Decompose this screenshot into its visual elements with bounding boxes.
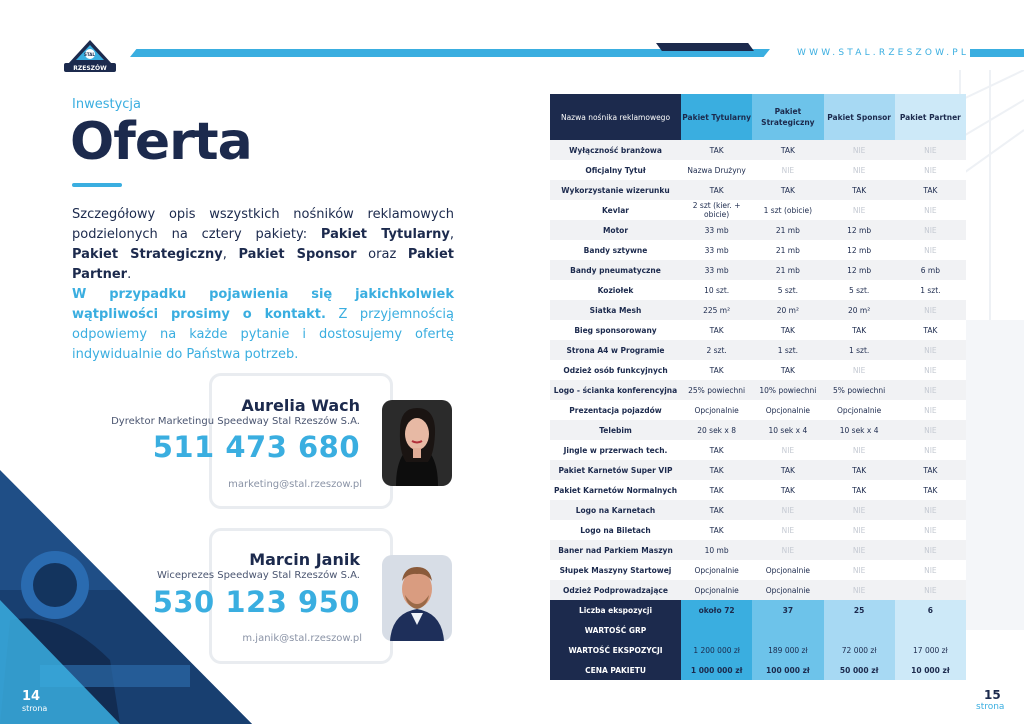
table-cell: 1 szt. — [752, 340, 823, 360]
page-label-right: strona — [976, 702, 1005, 712]
column-header: Nazwa nośnika reklamowego — [550, 94, 681, 140]
row-label: Motor — [550, 220, 681, 240]
row-label: Słupek Maszyny Startowej — [550, 560, 681, 580]
page-label-left: strona — [22, 704, 48, 713]
table-row — [550, 460, 966, 480]
table-cell: 1 szt. — [895, 280, 966, 300]
table-cell: 25% powiechni — [681, 380, 752, 400]
table-cell: 5% powiechni — [824, 380, 895, 400]
table-cell: NIE — [895, 360, 966, 380]
table-row — [550, 340, 966, 360]
table-cell: TAK — [681, 500, 752, 520]
table-cell: Nazwa Drużyny — [681, 160, 752, 180]
row-label: Bandy sztywne — [550, 240, 681, 260]
table-cell: TAK — [752, 460, 823, 480]
contact-role: Wiceprezes Speedway Stal Rzeszów S.A. — [156, 570, 360, 581]
summary-row — [550, 600, 966, 620]
table-cell: NIE — [895, 420, 966, 440]
column-header: Pakiet Tytularny — [681, 94, 752, 140]
summary-cell: 72 000 zł — [824, 640, 895, 660]
table-cell: TAK — [681, 520, 752, 540]
table-cell: NIE — [895, 140, 966, 160]
table-cell: 21 mb — [752, 220, 823, 240]
title-underline — [72, 183, 122, 187]
summary-cell — [681, 620, 752, 640]
row-label: Baner nad Parkiem Maszyn — [550, 540, 681, 560]
table-cell: Opcjonalnie — [824, 400, 895, 420]
page-number-right: 15 — [984, 688, 1001, 702]
table-cell: NIE — [895, 220, 966, 240]
table-cell: NIE — [752, 160, 823, 180]
website-url[interactable]: WWW.STAL.RZESZOW.PL — [797, 48, 970, 58]
logo-city: RZESZÓW — [73, 65, 107, 72]
summary-label: Liczba ekspozycji — [550, 600, 681, 620]
contact-photo — [382, 400, 452, 486]
row-label: Oficjalny Tytuł — [550, 160, 681, 180]
table-cell: 10 mb — [681, 540, 752, 560]
table-cell: 10 szt. — [681, 280, 752, 300]
row-label: Pakiet Karnetów Super VIP — [550, 460, 681, 480]
table-cell: TAK — [681, 460, 752, 480]
table-cell: NIE — [895, 240, 966, 260]
contact-name: Marcin Janik — [249, 550, 360, 569]
table-row — [550, 160, 966, 180]
table-row — [550, 420, 966, 440]
table-cell: NIE — [752, 520, 823, 540]
package-name: Pakiet Partner — [72, 247, 455, 282]
table-cell: TAK — [824, 180, 895, 200]
table-row — [550, 540, 966, 560]
row-label: Wyłączność branżowa — [550, 140, 681, 160]
table-row — [550, 520, 966, 540]
summary-cell: 1 200 000 zł — [681, 640, 752, 660]
row-label: Kevlar — [550, 200, 681, 220]
table-row — [550, 180, 966, 200]
header-stripe-right — [970, 49, 1024, 57]
table-cell: 10 sek x 4 — [824, 420, 895, 440]
table-row — [550, 320, 966, 340]
table-cell: NIE — [824, 140, 895, 160]
summary-cell — [752, 620, 823, 640]
table-cell: NIE — [824, 200, 895, 220]
summary-cell: 189 000 zł — [752, 640, 823, 660]
table-cell: 10% powiechni — [752, 380, 823, 400]
table-row — [550, 140, 966, 160]
contact-phone[interactable]: 511 473 680 — [152, 430, 360, 464]
summary-cell: 6 — [895, 600, 966, 620]
table-cell: TAK — [681, 180, 752, 200]
table-row — [550, 500, 966, 520]
summary-label: WARTOŚĆ GRP — [550, 620, 681, 640]
table-cell: NIE — [752, 540, 823, 560]
table-cell: 33 mb — [681, 240, 752, 260]
table-row — [550, 440, 966, 460]
table-cell: TAK — [895, 460, 966, 480]
table-cell: NIE — [824, 360, 895, 380]
table-cell: TAK — [824, 460, 895, 480]
table-cell: 5 szt. — [824, 280, 895, 300]
table-row — [550, 240, 966, 260]
table-cell: NIE — [895, 500, 966, 520]
table-cell: 12 mb — [824, 240, 895, 260]
table-cell: TAK — [752, 180, 823, 200]
table-cell: 21 mb — [752, 260, 823, 280]
row-label: Logo - ścianka konferencyjna — [550, 380, 681, 400]
row-label: Logo na Biletach — [550, 520, 681, 540]
table-cell: NIE — [824, 160, 895, 180]
table-cell: 225 m² — [681, 300, 752, 320]
summary-row — [550, 620, 966, 640]
table-cell: 12 mb — [824, 220, 895, 240]
contact-phone[interactable]: 530 123 950 — [152, 585, 360, 619]
summary-cell: 17 000 zł — [895, 640, 966, 660]
table-cell: Opcjonalnie — [681, 400, 752, 420]
table-cell: TAK — [895, 180, 966, 200]
table-cell: NIE — [895, 340, 966, 360]
package-name: Pakiet Tytularny — [320, 227, 450, 242]
summary-cell — [824, 620, 895, 640]
table-cell: NIE — [895, 300, 966, 320]
summary-cell: 100 000 zł — [752, 660, 823, 680]
table-cell: NIE — [895, 580, 966, 600]
row-label: Bandy pneumatyczne — [550, 260, 681, 280]
summary-row — [550, 660, 966, 680]
table-cell: 1 szt (obicie) — [752, 200, 823, 220]
table-row — [550, 280, 966, 300]
table-cell: 20 sek x 8 — [681, 420, 752, 440]
table-cell: TAK — [752, 140, 823, 160]
header-stripe-dark — [656, 43, 754, 51]
row-label: Siatka Mesh — [550, 300, 681, 320]
table-cell: NIE — [824, 440, 895, 460]
table-cell: NIE — [824, 580, 895, 600]
club-logo — [62, 36, 118, 74]
table-cell: 1 szt. — [824, 340, 895, 360]
table-row — [550, 380, 966, 400]
summary-cell — [895, 620, 966, 640]
row-label: Odzież Podprowadzające — [550, 580, 681, 600]
table-cell: TAK — [895, 480, 966, 500]
row-label: Pakiet Karnetów Normalnych — [550, 480, 681, 500]
table-cell: Opcjonalnie — [752, 580, 823, 600]
table-cell: NIE — [752, 440, 823, 460]
summary-cell: około 72 — [681, 600, 752, 620]
table-cell: NIE — [895, 520, 966, 540]
table-cell: NIE — [895, 200, 966, 220]
row-label: Wykorzystanie wizerunku — [550, 180, 681, 200]
section-kicker: Inwestycja — [72, 97, 141, 112]
table-cell: NIE — [895, 540, 966, 560]
contact-email[interactable]: m.janik@stal.rzeszow.pl — [242, 633, 362, 644]
table-cell: 10 sek x 4 — [752, 420, 823, 440]
table-cell: NIE — [895, 160, 966, 180]
table-cell: 33 mb — [681, 220, 752, 240]
table-cell: TAK — [752, 360, 823, 380]
table-cell: TAK — [824, 320, 895, 340]
table-cell: Opcjonalnie — [752, 560, 823, 580]
table-row — [550, 580, 966, 600]
package-name: Pakiet Sponsor — [238, 247, 357, 262]
column-header: Pakiet Partner — [895, 94, 966, 140]
table-cell: NIE — [895, 380, 966, 400]
table-cell: Opcjonalnie — [681, 580, 752, 600]
row-label: Logo na Karnetach — [550, 500, 681, 520]
row-label: Jingle w przerwach tech. — [550, 440, 681, 460]
table-cell: TAK — [681, 480, 752, 500]
summary-row — [550, 640, 966, 660]
table-row — [550, 560, 966, 580]
speedway-rider-artwork — [0, 470, 252, 724]
page-number-left: 14 — [22, 689, 41, 704]
table-cell: TAK — [681, 440, 752, 460]
table-cell: TAK — [895, 320, 966, 340]
table-cell: 33 mb — [681, 260, 752, 280]
summary-cell: 37 — [752, 600, 823, 620]
page-title: Oferta — [70, 112, 252, 172]
table-cell: NIE — [895, 400, 966, 420]
table-body — [550, 140, 966, 600]
row-label: Prezentacja pojazdów — [550, 400, 681, 420]
contact-name: Aurelia Wach — [241, 396, 360, 415]
contact-email[interactable]: marketing@stal.rzeszow.pl — [228, 479, 362, 490]
table-cell: 5 szt. — [752, 280, 823, 300]
table-cell: 20 m² — [752, 300, 823, 320]
table-cell: Opcjonalnie — [752, 400, 823, 420]
summary-cell: 50 000 zł — [824, 660, 895, 680]
row-label: Telebim — [550, 420, 681, 440]
column-header: Pakiet Strategiczny — [752, 94, 823, 140]
table-cell: 12 mb — [824, 260, 895, 280]
row-label: Odzież osób funkcyjnych — [550, 360, 681, 380]
table-cell: TAK — [681, 140, 752, 160]
summary-label: CENA PAKIETU — [550, 660, 681, 680]
summary-cell: 25 — [824, 600, 895, 620]
table-row — [550, 300, 966, 320]
table-cell: NIE — [895, 440, 966, 460]
table-cell: 6 mb — [895, 260, 966, 280]
table-cell: TAK — [681, 360, 752, 380]
table-cell: 2 szt (kier. + obicie) — [681, 200, 752, 220]
intro-paragraph: Szczegółowy opis wszystkich nośników reklamowych podzielonych na cztery pakiety: Pakiet Tytularny, Pakiet Strategiczny, Pakiet Sponsor oraz Pakiet Partner. — [72, 207, 455, 282]
table-cell: TAK — [824, 480, 895, 500]
table-cell: TAK — [752, 320, 823, 340]
package-name: Pakiet Strategiczny — [72, 247, 223, 262]
table-summary — [550, 600, 966, 680]
table-cell: NIE — [824, 540, 895, 560]
table-row — [550, 400, 966, 420]
table-cell: NIE — [895, 560, 966, 580]
table-cell: NIE — [824, 560, 895, 580]
table-cell: TAK — [752, 480, 823, 500]
table-row — [550, 480, 966, 500]
table-cell: 21 mb — [752, 240, 823, 260]
column-header: Pakiet Sponsor — [824, 94, 895, 140]
row-label: Strona A4 w Programie — [550, 340, 681, 360]
contact-photo — [382, 555, 452, 641]
table-cell: NIE — [824, 500, 895, 520]
offer-table — [550, 94, 966, 680]
logo-text: STAL — [84, 52, 95, 57]
row-label: Bieg sponsorowany — [550, 320, 681, 340]
table-cell: NIE — [824, 520, 895, 540]
summary-label: WARTOŚĆ EKSPOZYCJI — [550, 640, 681, 660]
table-cell: 20 m² — [824, 300, 895, 320]
summary-cell: 1 000 000 zł — [681, 660, 752, 680]
table-row — [550, 220, 966, 240]
row-label: Koziołek — [550, 280, 681, 300]
summary-cell: 10 000 zł — [895, 660, 966, 680]
contact-role: Dyrektor Marketingu Speedway Stal Rzeszów S.A. — [111, 416, 360, 427]
table-cell: 2 szt. — [681, 340, 752, 360]
contact-note: W przypadku pojawienia się jakichkolwiek wątpliwości prosimy o kontakt. Z przyjemnością odpowiemy na każde pytanie i dostosujemy ofertę indywidualnie do Państwa potrzeb. — [72, 287, 454, 362]
table-cell: NIE — [752, 500, 823, 520]
table-cell: Opcjonalnie — [681, 560, 752, 580]
table-row — [550, 260, 966, 280]
table-cell: TAK — [681, 320, 752, 340]
table-row — [550, 360, 966, 380]
table-row — [550, 200, 966, 220]
